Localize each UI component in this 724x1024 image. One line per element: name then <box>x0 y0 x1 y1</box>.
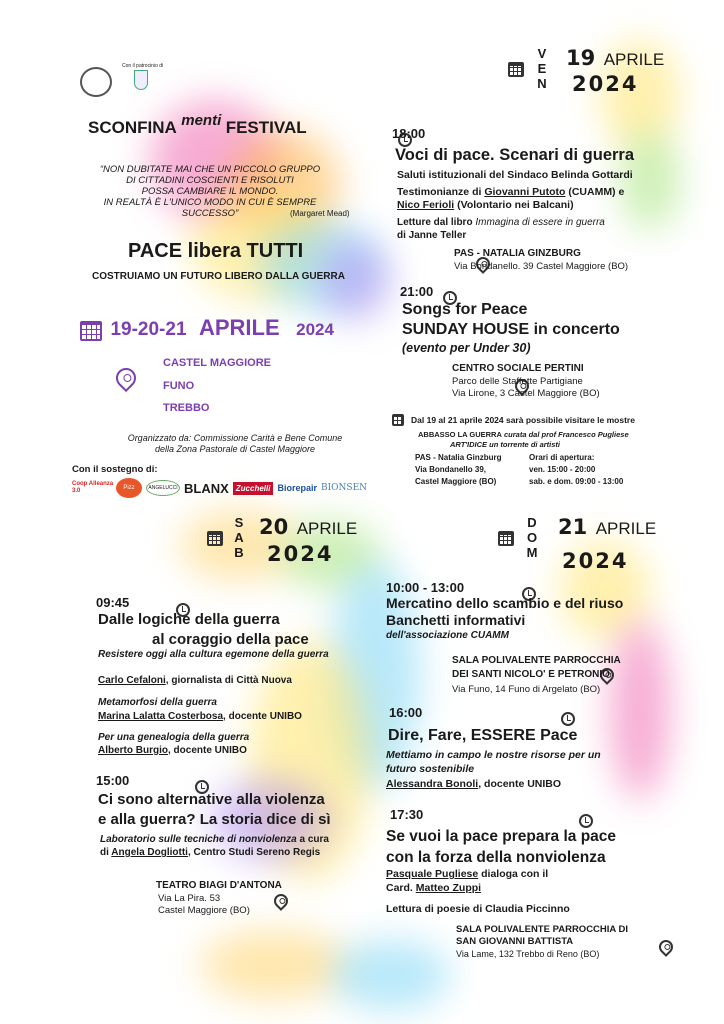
calendar-icon <box>207 531 223 546</box>
sat-address: Via La Pira. 53 Castel Maggiore (BO) <box>158 893 250 916</box>
fri-e1-line: Saluti istituzionali del Sindaco Belinda Gottardi <box>397 169 633 181</box>
fri-e2-time: 21:00 <box>400 284 434 299</box>
sun-e2-desc: Mettiamo in campo le nostre risorse per un futuro sostenibile <box>386 749 601 775</box>
calendar-icon <box>80 321 102 341</box>
sat-s1-speaker: Carlo Cefaloni, giornalista di Città Nuova <box>98 675 292 686</box>
fri-day-letters: V E N <box>537 46 547 91</box>
fri-e2-title: Songs for Peace SUNDAY HOUSE in concerto <box>402 301 620 338</box>
sat-place: TEATRO BIAGI D'ANTONA <box>156 880 282 891</box>
exhibition-subtitle: ART'IDICE un torrente di artisti <box>450 440 560 449</box>
sun-e1-title: Mercatino dello scambio e del riuso Banchetti informativi <box>386 595 624 628</box>
location-pin-icon <box>112 364 140 392</box>
sun-e2-speaker: Alessandra Bonoli, docente UNIBO <box>386 778 562 790</box>
fri-e1-place: PAS - NATALIA GINZBURG <box>454 248 581 259</box>
organizer: Organizzato da: Commissione Carità e Bene Comune della Zona Pastorale di Castel Maggiore <box>127 433 343 454</box>
sponsor-coop-logo: Coop Alleanza 3.0 <box>72 481 114 494</box>
fri-year: 2024 <box>572 72 639 96</box>
festival-title: SCONFINA menti FESTIVAL <box>88 112 307 137</box>
location-pin-icon <box>271 891 291 911</box>
sat-e2-title: Ci sono alternative alla violenza e alla guerra? La storia dice di sì <box>98 791 331 828</box>
sat-month: APRILE <box>296 519 358 538</box>
sun-e1-note: dell'associazione CUAMM <box>386 630 509 641</box>
sun-e3-line: Card. Matteo Zuppi <box>386 882 482 894</box>
sat-s2-speaker: Marina Lalatta Costerbosa, docente UNIBO <box>98 711 302 722</box>
fri-e1-line: Letture dal libro Immagina di essere in guerra <box>397 217 605 228</box>
sponsor-angelucci-logo: ANGELUCCI <box>146 480 180 496</box>
sat-s3-speaker: Alberto Burgio, docente UNIBO <box>98 745 247 756</box>
sat-e2-time: 15:00 <box>96 773 130 788</box>
sat-year: 2024 <box>267 542 334 566</box>
fri-e1-line: Nico Ferioli (Volontario nei Balcani) <box>397 199 574 211</box>
sun-e2-title: Dire, Fare, ESSERE Pace <box>388 727 578 744</box>
sat-e2-line: di Angela Dogliotti, Centro Studi Sereno Regis <box>100 847 321 858</box>
fri-e1-line: Testimonianze di Giovanni Putoto (CUAMM) e <box>397 186 625 198</box>
calendar-icon <box>498 531 514 546</box>
rainbow-blob <box>330 940 450 1010</box>
patronage-label: Con il patrocinio di <box>122 63 164 69</box>
calendar-icon <box>392 414 404 426</box>
sponsor-bionsen-logo: BIONSEN <box>320 483 368 493</box>
exhibition-title: ABBASSO LA GUERRA curata dal prof Francesco Pugliese <box>418 430 629 439</box>
sun-e3-place: SALA POLIVALENTE PARROCCHIA DI SAN GIOVANNI BATTISTA <box>456 924 629 947</box>
municipality-crest <box>134 70 148 90</box>
sat-s3-title: Per una genealogia della guerra <box>98 732 250 743</box>
fri-month: APRILE <box>603 50 665 69</box>
festival-places: CASTEL MAGGIORE FUNO TREBBO <box>163 357 271 414</box>
sun-day-number: 21 <box>558 515 588 539</box>
sun-e2-time: 16:00 <box>389 705 423 720</box>
sun-e3-reading: Lettura di poesie di Claudia Piccinno <box>386 903 570 915</box>
rainbow-blob <box>200 930 350 1000</box>
exhibition-intro: Dal 19 al 21 aprile 2024 sarà possibile visitare le mostre <box>411 415 635 425</box>
sponsor-pizza-logo: Pizz <box>116 478 142 498</box>
sat-e1-title: Dalle logiche della guerra al coraggio della pace <box>98 611 309 648</box>
sponsor-logos <box>72 478 372 498</box>
exhibition-place: PAS - Natalia Ginzburg Via Bondanello 39, Castel Maggiore (BO) <box>415 453 502 486</box>
sat-day-number: 20 <box>259 515 289 539</box>
exhibition-hours: Orari di apertura: ven. 15:00 - 20:00 sab. e dom. 09:00 - 13:00 <box>529 453 624 486</box>
sponsor-zucchelli-logo: Zucchelli <box>233 482 274 495</box>
fri-e1-time: 18:00 <box>392 126 426 141</box>
sat-e2-line: Laboratorio sulle tecniche di nonviolenza a cura <box>100 834 329 845</box>
sun-e3-title: Se vuoi la pace prepara la pace con la forza della nonviolenza <box>386 828 617 866</box>
sun-e1-place: SALA POLIVALENTE PARROCCHIA DEI SANTI NICOLO' E PETRONIO <box>452 655 621 680</box>
headline: PACE libera TUTTI <box>128 240 304 262</box>
quote: “NON DUBITATE MAI CHE UN PICCOLO GRUPPO DI CITTADINI COSCIENTI E RISOLUTI POSSA CAMBIARE IL MONDO. IN REALTÀ È L'UNICO MODO IN CUI È SEMPRE SUCCESSO” <box>99 164 321 219</box>
calendar-icon <box>508 62 524 77</box>
sun-e1-time: 10:00 - 13:00 <box>386 580 465 595</box>
fri-e2-address: Parco delle Staffette Partigiane Via Lirone, 3 Castel Maggiore (BO) <box>452 376 600 399</box>
clock-icon <box>561 712 575 726</box>
quote-author: (Margaret Mead) <box>290 209 350 218</box>
fri-e1-line: di Janne Teller <box>397 230 467 241</box>
sun-e3-line: Pasquale Pugliese dialoga con il <box>386 868 549 880</box>
fri-e1-address: Via Bondanello. 39 Castel Maggiore (BO) <box>454 261 629 272</box>
sun-e1-address: Via Funo, 14 Funo di Argelato (BO) <box>452 684 601 695</box>
sponsors-label: Con il sostegno di: <box>72 464 158 475</box>
location-pin-icon <box>657 937 677 957</box>
parish-logo <box>80 67 112 97</box>
festival-dates: 19-20-21 APRILE 2024 <box>80 315 334 341</box>
sat-e1-time: 09:45 <box>96 595 130 610</box>
sat-s1-title: Resistere oggi alla cultura egemone della guerra <box>98 649 329 660</box>
subheadline: COSTRUIAMO UN FUTURO LIBERO DALLA GUERRA <box>92 271 345 282</box>
fri-e2-note: (evento per Under 30) <box>402 341 531 355</box>
sponsor-biorepair-logo: Biorepair <box>277 483 317 493</box>
sun-e3-time: 17:30 <box>390 807 424 822</box>
sat-s2-title: Metamorfosi della guerra <box>98 697 217 708</box>
fri-e1-title: Voci di pace. Scenari di guerra <box>395 146 635 164</box>
sun-year: 2024 <box>562 549 629 573</box>
fri-e2-place: CENTRO SOCIALE PERTINI <box>452 363 584 374</box>
rainbow-blob <box>610 620 670 800</box>
fri-day-number: 19 <box>566 46 596 70</box>
sponsor-blanx-logo: BLANX <box>184 480 229 496</box>
sun-month: APRILE <box>595 519 657 538</box>
sun-e3-address: Via Lame, 132 Trebbo di Reno (BO) <box>456 949 600 959</box>
